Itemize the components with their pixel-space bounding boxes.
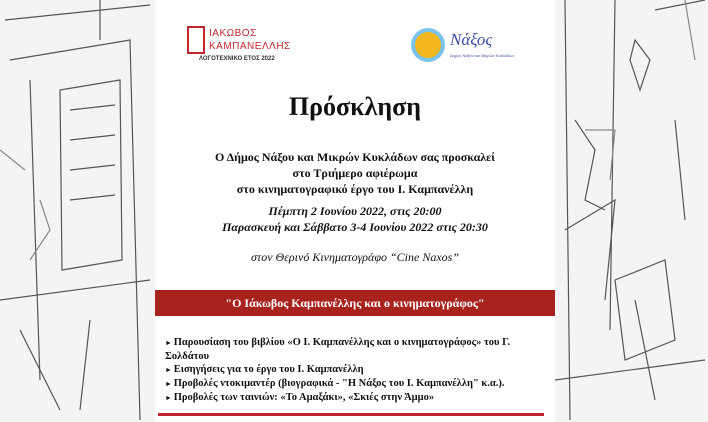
list-item: ► Προβολές ντοκιμαντέρ (βιογραφικά - "Η Νάξος του Ι. Καμπανέλλη" κ.α.). <box>165 377 555 391</box>
event-title-band: "Ο Ιάκωβος Καμπανέλλης και ο κινηματογράφος" <box>155 290 555 316</box>
sun-icon <box>415 32 441 58</box>
date-line: Παρασκευή και Σάββατο 3-4 Ιουνίου 2022 στις 20:30 <box>222 220 488 234</box>
logo-subtitle: ΛΟΓΟΤΕΧΝΙΚΟ ΕΤΟΣ 2022 <box>199 56 275 62</box>
logo-name-line1: ΙΑΚΩΒΟΣ <box>209 28 257 39</box>
sketch-background-left <box>0 0 155 422</box>
date-line: Πέμπτη 2 Ιουνίου 2022, στις 20:00 <box>268 204 442 218</box>
sketch-background-right <box>555 0 708 422</box>
naxos-subtitle: Δήμος Νάξου και Μικρών Κυκλάδων <box>450 53 515 58</box>
page-title: Πρόσκληση <box>288 92 422 121</box>
naxos-name: Νάξος <box>450 30 493 49</box>
logo-name-line2: ΚΑΜΠΑΝΕΛΛΗΣ <box>209 41 291 52</box>
list-item: ► Εισηγήσεις για το έργο του Ι. Καμπανέλλη <box>165 363 555 377</box>
intro-line: Ο Δήμος Νάξου και Μικρών Κυκλάδων σας προσκαλεί <box>214 150 496 164</box>
k-mark-icon <box>187 26 205 54</box>
kampanellis-logo <box>187 26 307 68</box>
intro-line: στο Τριήμερο αφιέρωμα <box>292 166 418 180</box>
invitation-panel <box>155 0 555 422</box>
list-item: ► Παρουσίαση του βιβλίου «Ο Ι. Καμπανέλλης και ο κινηματογράφος» του Γ. Σολδάτου <box>165 336 555 363</box>
program-list <box>165 336 555 405</box>
venue: στον Θερινό Κινηματογράφο “Cine Naxos” <box>250 250 460 264</box>
naxos-logo <box>410 28 520 64</box>
divider <box>158 413 544 416</box>
intro-line: στο κινηματογραφικό έργο του Ι. Καμπανέλλη <box>236 182 474 196</box>
list-item: ► Προβολές των ταινιών: «Το Αμαξάκι», «Σκιές στην Άμμο» <box>165 391 555 405</box>
